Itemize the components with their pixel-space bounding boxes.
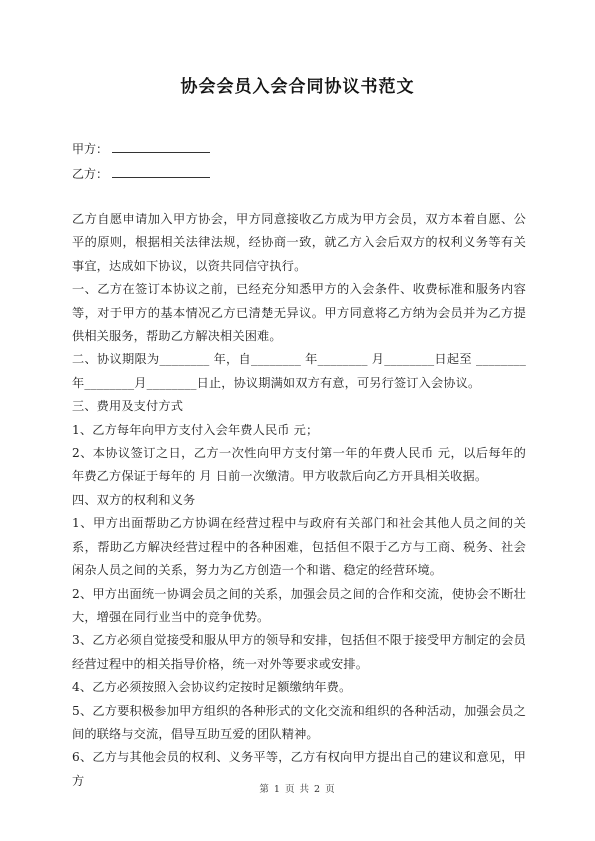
paragraph-right-2: 2、甲方出面统一协调会员之间的关系，加强会员之间的合作和交流，使协会不断壮大，增强在同行业当中的竞争优势。 <box>72 586 526 624</box>
party-b-label: 乙方： <box>72 167 109 181</box>
paragraph-fee-1: 1、乙方每年向甲方支付入会年费人民币 元； <box>72 422 319 437</box>
party-b-blank <box>112 166 210 178</box>
paragraph-right-4: 4、乙方必须按照入会协议约定按时足额缴纳年费。 <box>72 680 352 695</box>
section-heading-fees: 三、费用及支付方式 <box>72 399 184 414</box>
document-body <box>72 208 526 793</box>
paragraph-right-1: 1、甲方出面帮助乙方协调在经营过程中与政府有关部门和社会其他人员之间的关系，帮助乙方解决经营过程中的各种困难，包括但不限于乙方与工商、税务、社会闲杂人员之间的关系，努力为乙方创造一个和谐、稳定的经营环境。 <box>72 516 526 578</box>
paragraph-right-5: 5、乙方要积极参加甲方组织的各种形式的文化交流和组织的各种活动，加强会员之间的联络与交流，倡导互助互爱的团队精神。 <box>72 703 526 741</box>
document-title: 协会会员入会合同协议书范文 <box>180 77 415 97</box>
party-b-line <box>72 166 210 182</box>
page-number-footer: 第 1 页 共 2 页 <box>259 784 336 795</box>
paragraph-intro: 乙方自愿申请加入甲方协会，甲方同意接收乙方成为甲方会员，双方本着自愿、公平的原则，根据相关法律法规，经协商一致，就乙方入会后双方的权利义务等有关事宜，达成如下协议，以资共同信守执行。 <box>72 212 526 273</box>
paragraph-clause-2: 二、协议期限为________ 年，自________ 年________ 月________日起至 ________年________月________日止，协议期满如双方有意，可另行签订入会协议。 <box>72 352 526 390</box>
paragraph-right-6: 6、乙方与其他会员的权利、义务平等，乙方有权向甲方提出自己的建议和意见，甲方 <box>72 750 526 788</box>
party-a-line <box>72 141 210 157</box>
paragraph-fee-2: 2、本协议签订之日，乙方一次性向甲方支付第一年的年费人民币 元，以后每年的年费乙方保证于每年的 月 日前一次缴清。甲方收款后向乙方开具相关收据。 <box>72 446 526 484</box>
paragraph-clause-1: 一、乙方在签订本协议之前，已经充分知悉甲方的入会条件、收费标准和服务内容等，对于甲方的基本情况乙方已清楚无异议。甲方同意将乙方纳为会员并为乙方提供相关服务，帮助乙方解决相关困难。 <box>72 282 526 344</box>
party-a-blank <box>112 141 210 153</box>
paragraph-right-3: 3、乙方必须自觉接受和服从甲方的领导和安排，包括但不限于接受甲方制定的会员经营过程中的相关指导价格，统一对外等要求或安排。 <box>72 633 526 671</box>
section-heading-rights: 四、双方的权利和义务 <box>72 492 196 507</box>
party-a-label: 甲方： <box>72 142 109 156</box>
